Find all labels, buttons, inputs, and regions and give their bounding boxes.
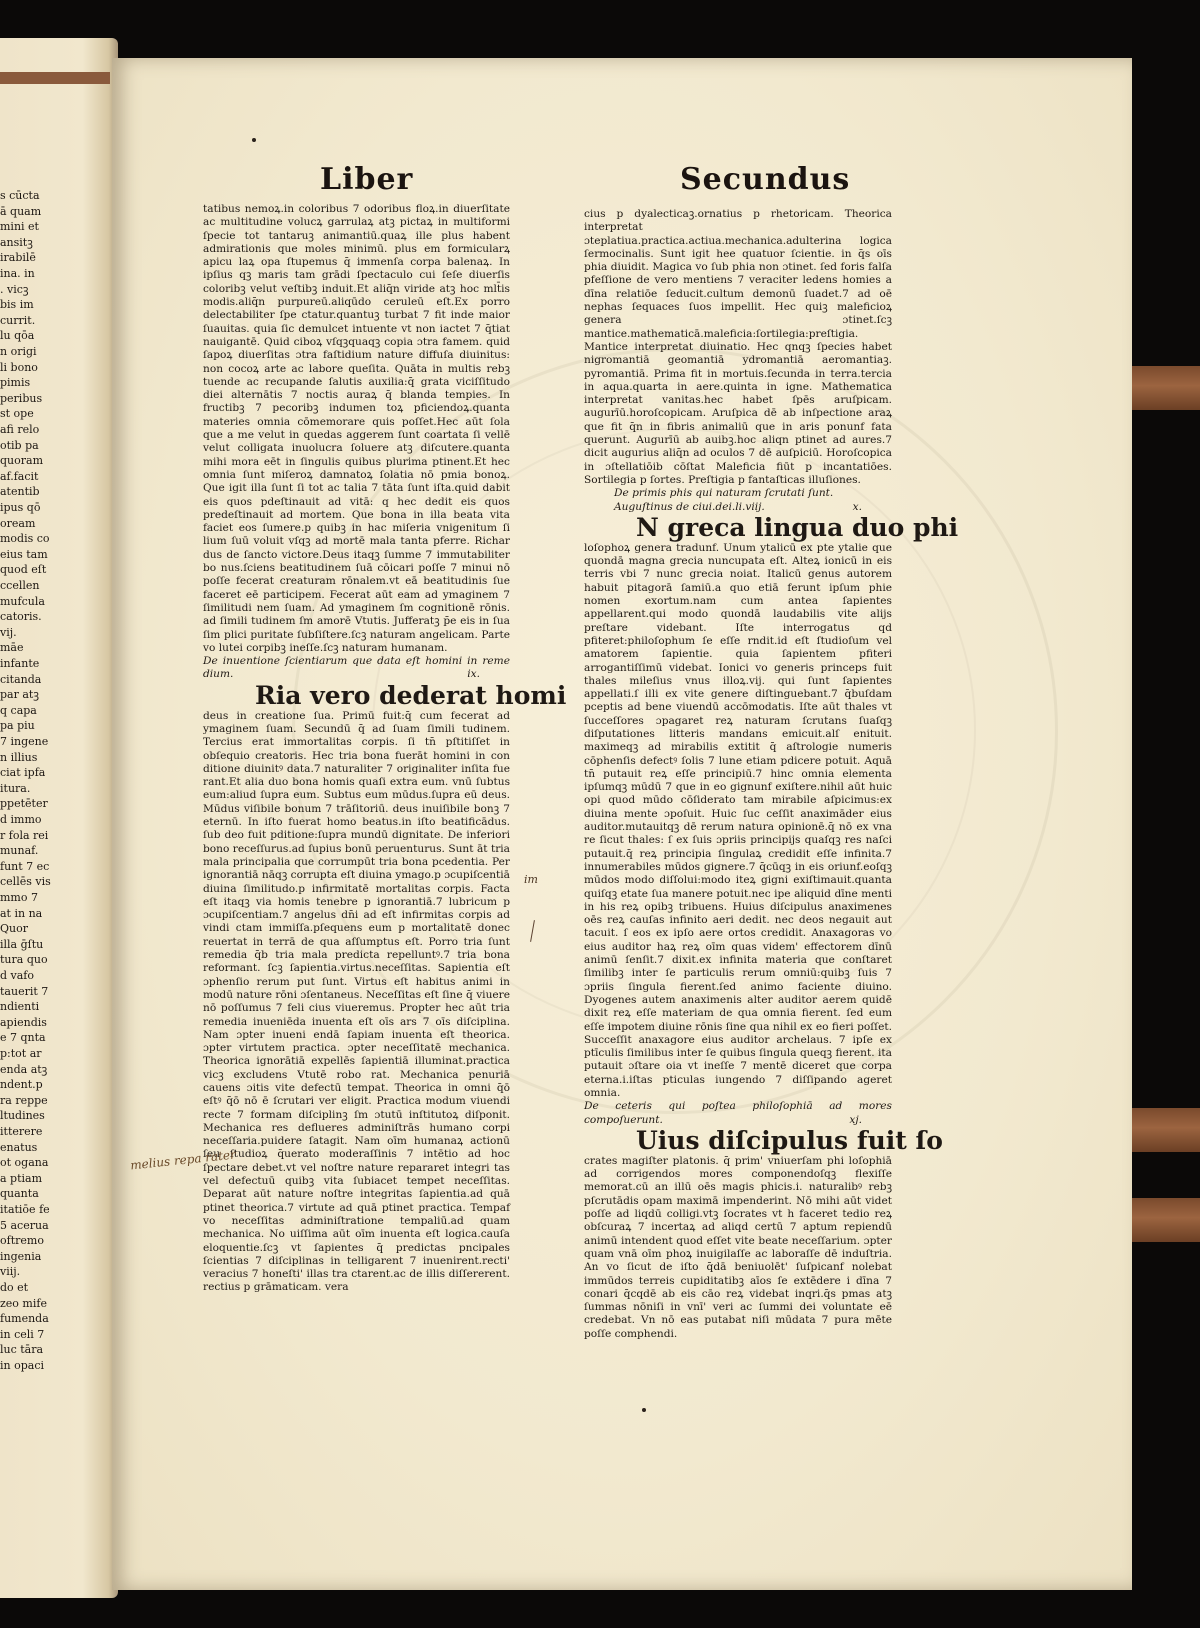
previous-page-line: mini et	[0, 220, 39, 234]
chapter-rubric	[584, 1100, 892, 1127]
body-text: cius p dyalecticaꝫ.ornatius p rhetoricam. Theorica interpretat ɔteplatiua.practica.actiua.mechanica.adulterina logica ſermocinalis. Sunt igit hee quatuor ſcientie. in q̄s oīs phia diuidit. Magica vo ſub phia non ɔtinet. ſed foris falſa pfeſſione de vero mentiens 7 veraciter ledens homies a dīna relatiōe ſeducit.cultum demonū ſuadet.7 ad oē nephas ſequaces ſuos impellit. Hec quiꝫ maleficioꝝ genera ɔtinet.ſcꝫ mantice.mathematicā.maleficia:ſortilegia:preſtigia. Mantice interpretat diuinatio. Hec qnqꝫ ſpecies habet nigromantiā geomantiā ydromantiā aeromantiaꝫ. pyromantiā. Prima fit in mortuis.ſecunda in terra.tercia in aqua.quarta in aere.quinta in igne. Mathematica interpretat vanitas.hec habet ſpēs aruſpicam. augurīū.horoſcopicam. Aruſpica dē ab inſpectione araꝝ que fit q̄n in fibris animaliū que in aris ponunf fata querunt. Augurīū ab auibꝫ.hoc aliqn ptinet ad aures.7 dicit augurius aliq̄n ad oculos 7 dē auſpiciū. Horoſcopica in ɔſtellatiōib cōſtat Maleficia fiūt p incantatiōes. Sortilegia p ſortes. Preſtigia p fantaſticas illuſiones.	[584, 208, 892, 486]
previous-page-line: luc tāra	[0, 1343, 44, 1357]
previous-page-line: itura.	[0, 781, 31, 795]
previous-page-line: ndienti	[0, 1000, 40, 1014]
previous-page-line: n origi	[0, 345, 37, 358]
previous-page-line: ā quam	[0, 204, 42, 218]
previous-page-line: ndent.p	[0, 1078, 43, 1092]
previous-page-line: q capa	[0, 703, 37, 717]
previous-page-line: enatus	[0, 1140, 38, 1154]
previous-page-line: bis im	[0, 298, 34, 312]
previous-page-line: oftremo	[0, 1234, 44, 1248]
running-header-right: Secundus	[680, 162, 851, 197]
previous-page-line: mmo 7	[0, 891, 38, 904]
previous-page-line: tura quo	[0, 953, 48, 967]
previous-page-line: . vicꝫ	[0, 282, 29, 296]
previous-page-line: cellēs vis	[0, 875, 51, 889]
previous-page-line: zeo mife	[0, 1296, 47, 1310]
previous-page-line: st ope	[0, 407, 34, 421]
previous-page-line: d immo	[0, 813, 42, 826]
previous-page-line: r fola rei	[0, 828, 49, 842]
book-cover-edge	[0, 72, 110, 84]
previous-page-line: ccellen	[0, 579, 40, 592]
previous-page-edge	[0, 38, 118, 1598]
marginal-annotation: im	[524, 873, 538, 886]
body-text: loſophoꝝ genera tradunf. Unum ytalicū ex pte ytalie que quondā magna grecia nuncupata eſt. Alteꝝ ionicū in eis terris vbi 7 nunc grecia noiat. Italicū genus autorem habuit pitagorā ſamiū.a quo etiā ferunt ipſum phie nomen exortum.nam cum antea ſapientes appellarent.qui modo quondā laudabilis vite alijs preſtare videbant. Iſte interrogatus qd pfiteret:philoſophum ſe eſſe rndit.id eſt ſtudioſum vel amatorem ſapientie. quia ſapientem pfiteri arrogantiſſimū videbat. Ionici vo generis princeps fuit thales mileſius vnus illoꝝ.vij. qui ſunt ſapientes appellati.ſ illi ex vite genere diſtinguebant.7 q̄buſdam pceptis ad bene viuendū accōmodatis. Iſte aūt thales vt ſucceſſores ɔpagaret reꝝ naturam ſcrutans ſuaſqꝫ diſputationes litteris mandans emicuit.alſ enituit. maximeqꝫ ad mirabilis extitit q̄ aſtrologie numeris cōphenſis defectꝰ ſolis 7 lune etiam pdicere potuit. Aquā tn̄ putauit reꝝ eſſe principiū.7 hinc omnia elementa ipſumqꝫ mūdū 7 que in eo gignunf exiſtere.nihil aūt huic opi quod mūdo cōſiderato tam mirabile aſpicimus:ex diuina mente ɔpoſuit. Huic ſuc ceſſit anaximāder eius auditor.mutauitqꝫ dē rerum natura opinionē.q̄ nō ex vna re ſicut thales: ſ ex ſuis ɔpriis principijs quaſqꝫ res naſci putauit.q̄ reꝝ principia ſingulaꝝ credidit eſſe infinita.7 innumerabiles mūdos gignere.7 q̄cūqꝫ in eis oriunf.eoſqꝫ mūdos modo diſſolui:modo iteꝝ gigni exiſtimauit.quanta quiſqꝫ etate ſua manere potuit.nec ipe aliquid dīne menti in his reꝝ opibꝫ tribuens. Huius diſcipulus anaximenes oēs reꝝ cauſas infinito aeri dedit. nec deos negauit aut tacuit. ſ eos ex ipſo aere ortos credidit. Anaxagoras vo eius auditor haꝝ reꝝ oīm quas videm' effectorem dīnū animū ſenſit.7 dixit.ex infinita materia que conſtaret ſimilibꝫ inter ſe particulis rerum omniū:quibꝫ ſuis 7 ɔpriis ſingula fierent.ſed animo faciente diuino. Dyogenes autem anaximenis alter auditor aerem quidē dixit reꝝ eſſe materiam de qua omnia fierent. ſed eum eſſe impotem diuine rōnis ſine qua nihil ex eo fieri poſſet. Succeſſit anaxagore eius auditor archelaus. 7 ipſe ex ptīculis ſimilibus inter ſe quibus ſingula queqꝫ fierent. ita putauit ɔſtare oia vt ineſſe 7 mentē diceret que corpa eterna.i.iſtas pticulas iungendo 7 diſſipando ageret omnia.	[584, 541, 892, 1099]
body-text: crates magiſter platonis. q̄ prim' vniuerſam phi loſophiā ad corrigendos mores componendoſqꝫ flexiſſe memorat.cū an illū oēs magis phicis.i. naturalibꝰ rebꝫ pſcrutādis opam maximā impenderint. Nō mihi aūt videt poſſe ad liqdū colligi.vtꝫ ſocrates vt h faceret tedio reꝝ obſcuraꝝ 7 incertaꝝ ad aliqd certū 7 aptum repiendū animū intendent quod eſſet vite beate neceſſarium. ɔpter quam vnā oīm phoꝝ inuigilaſſe ac laboraſſe dē induſtria. An vo ſicut de iſto q̄dā beniuolēt' ſuſpicanf nolebat immūdos terreis cupiditatibꝫ aīos ſe extēdere i dīna 7 conari q̄cqdē ab eis cāo reꝝ videbat inqri.q̄s pmas atꝫ ſummas nōniſi in vnī' veri ac ſummi dei voluntate eē credebat. Vn nō eas putabat niſi mūdata 7 pura mēte poſſe comphendi.	[584, 1154, 892, 1340]
source-citation	[584, 501, 892, 514]
previous-page-line: in celi 7	[0, 1327, 45, 1341]
previous-page-line: pa piu	[0, 719, 35, 733]
previous-page-line: 7 ingene	[0, 735, 49, 748]
previous-page-line: quod eſt	[0, 563, 47, 577]
previous-page-line: māe	[0, 641, 24, 655]
previous-page-line: par atꝫ	[0, 688, 39, 702]
text-column-right	[584, 208, 959, 1341]
chapter-rubric	[203, 655, 510, 682]
previous-page-line: af.facit	[0, 469, 39, 483]
previous-page-line: catoris.	[0, 610, 42, 624]
body-text: tatibus nemoꝝ.in coloribus 7 odoribus floꝝ.in diuerſitate ac multitudine volucꝝ garrulaꝝ atꝫ pictaꝝ in multiformi ſpecie tot tantaruꝫ animantiū.quaꝝ ille plus habent admirationis que moles minimū. plus em formicularꝝ apicu laꝝ opa ſtupemus q̄ immenſa corpa balenaꝝ. In ipſius qꝫ maris tam grādi ſpectaculo cui ſeſe diuerſis coloribꝫ velut veſtibꝫ induit.Et aliq̄n viride atꝫ hoc mlt̄is modis.aliq̄n purpureū.aliqūdo ceruleū eſt.Ex porro delectabiliter ſpe ctatur.quantuꝫ turbat 7 fit inde maior ſuauitas. quia ſic demulcet intuente vt non iactet 7 q̄tiat nauigantē. Quid ciboꝝ vſqꝫquaqꝫ copia ɔtra famem. quid ſapoꝝ diuerſitas ɔtra faſtidium nature diffuſa diuinitus: non cocoꝝ arte ac labore queſita. Quāta in multis rebꝫ tuende ac recupande ſalutis auxilia:q̄ grata viciſſitudo diei alternātis 7 noctis auraꝝ q̄ blanda tempies. In fructibꝫ 7 pecoribꝫ indumen toꝝ pficiendoꝝ.quanta materies omnia cōmemorare quis poſſet.Hec aūt ſola que a me velut in quedas aggerem ſunt coartata ſi vellē velut colligata inuolucra ſoluere atꝫ diſcutere.quanta mihi mora eēt in ſingulis quibus plurima ptinent.Et hec omnia ſunt miſeroꝝ damnatoꝝ ſolatia nō pmia bonoꝝ. Que igit illa ſunt ſi tot ac talia 7 tāta ſunt iſta.quid dabit eis quos pdeſtinauit ad vitā: q hec dedit eis quos predeſtinauit ad mortem. Que bona in illa beata vita faciet eos ſumere.p quibꝫ in hac miſeria vnigenitum ſi lium ſuū voluit vſqꝫ ad mortē mala tanta pferre. Richar dus de ſancto victore.Deus itaqꝫ ſumme 7 immutabiliter bo nus.ſciens beatitudinem ſuā cōicari poſſe 7 minui nō poſſe fecerat creaturam rōnalem.vt eā beatitudinis ſue faceret eē participem. Fecerat aūt eam ad ymaginem 7 ſimilitudi nem ſuam. Ad ymaginem ſm cognitionē rōnis. ad ſimili tudinem ſm amorē Vtutis. Jufferatꝫ p̄e eis in ſua ſim plici puritate ſubſiſtere.ſcꝫ naturam angelicam. Parte vo lutei corpibꝫ ineſſe.ſcꝫ naturam humanam.	[203, 203, 510, 654]
previous-page-line: ra reppe	[0, 1093, 48, 1107]
previous-page-line: quoram	[0, 454, 43, 468]
previous-page-line: enda atꝫ	[0, 1062, 48, 1076]
citation-text: Auguſtinus de ciui.dei.li.viij.	[614, 500, 765, 513]
chapter-number: x.	[852, 500, 862, 513]
previous-page-line: do et	[0, 1281, 29, 1294]
previous-page-line: vij.	[0, 625, 17, 639]
previous-page-line: in opaci	[0, 1359, 44, 1372]
running-header-left: Liber	[320, 162, 414, 197]
previous-page-line: ipus qō	[0, 501, 41, 514]
previous-page-line: s cūcta	[0, 189, 40, 202]
rubric-text: De inuentione ſcientiarum que data eſt homini in reme dium.	[203, 655, 510, 681]
chapter-number: ix.	[467, 668, 480, 681]
previous-page-line: eius tam	[0, 547, 48, 561]
page-mark	[642, 1408, 646, 1412]
book-page	[112, 58, 1132, 1590]
previous-page-line: infante	[0, 657, 40, 670]
rubric-text: De ceteris qui poſtea philoſophiā ad mores compoſuerunt.	[584, 1100, 892, 1126]
previous-page-line: citanda	[0, 672, 42, 686]
previous-page-line: d vafo	[0, 969, 35, 982]
previous-page-line: lu qōa	[0, 329, 35, 343]
previous-page-line: ingenia	[0, 1249, 42, 1263]
previous-page-line: 5 acerua	[0, 1218, 49, 1232]
chapter-opening-line: N greca lingua duo phi	[636, 512, 959, 542]
previous-page-line: quanta	[0, 1187, 39, 1201]
previous-page-line: e 7 qnta	[0, 1031, 46, 1045]
previous-page-line: otib pa	[0, 438, 39, 452]
previous-page-line: a ptiam	[0, 1171, 43, 1185]
body-text: deus in creatione ſua. Primū fuit:q̄ cum fecerat ad ymaginem ſuam. Secundū q̄ ad ſuam ſimili tudinem. Tercius erat immortalitas corpis. ſi tn̄ pſtitiſſet in obſequio creatoris. Hec tria bona fuerāt homini in con ditione diuinitꝰ data.7 naturaliter 7 originaliter inſita fue rant.Et alia duo bona homis quaſi extra eum. vnū ſubtus eum:aliud ſupra eum. Subtus eum mūdus.ſupra eū deus. Mūdus viſibile bonum 7 trāſitoriū. deus inuiſibile bonꝫ 7 eternū. In iſto fuerat homo beatus.in iſto beatificādus. ſub deo fuit pditione:ſupra mundū dignitate. De inferiori bono receſſurus.ad ſupius bonū peruenturus. Sunt āt tria mala principalia que corrumpūt tria bona pcedentia. Per ignorantiā nāqꝫ corrupta eſt diuina ymago.p ɔcupiſcentiā diuina ſimilitudo.p infirmitatē mortalitas corpis. Facta eſt itaqꝫ via homis tenebre p ignorantiā.7 lubricum p ɔcupiſcentiam.7 angelus dn̄i ad eſt infirmitas corpis ad vindi ctam immiſſa.pſequens eum p mortalitatē donec reuertat in terrā de qua aſſumptus eſt. Porro tria ſunt remedia q̄b tria mala predicta repelluntꝰ.7 tria bona reformant. ſcꝫ ſapientia.virtus.neceſſitas. Sapientia eſt ɔphenſio rerum put ſunt. Virtus eſt habitus animi in modū nature rōni ɔſentaneus. Neceſſitas eſt ſine q̄ viuere nō poſſumus 7 feli cius viueremus. Propter hec aūt tria remedia inueniēda inuenta eſt oīs ars 7 oīs diſciplina. Nam ɔpter inueni endā ſapiam inuenta eſt theorica. ɔpter virtutem practica. ɔpter neceſſitatē mechanica. Theorica ignorātiā expellēs ſapientiā illuminat.practica vicꝫ excludens Vtutē robo rat. Mechanica penuriā cauens ɔitis vite defectū tempat. Theorica in omni q̄ō eſtꝰ q̄ō nō ē ſcrutari ver eligit. Practica modum viuendi recte 7 formam diſciplinꝫ ſm ɔtutū inſtitutoꝝ diſponit. Mechanica res deflueres adminiſtrās humano corpi neceſſaria.puidere ſatagit. Nam oīm humanaꝝ actionū ſeu ſtudioꝝ q̄uerato moderaſſinis 7 intētio ad hoc ſpectare debet.vt vel noſtre nature repararet integri tas vel defectuū quibꝫ vita ſubiacet tempet neceſſitas. Deparat aūt nature noſtre integritas ſapientia.ad quā ptinet theorica.7 virtute ad quā ptinet practica. Tempaf vo neceſſitas adminiſtratione tempaliū.ad quam mechanica. No uiſſima aūt oīm inuenta eſt logica.cauſa eloquentie.ſcꝫ vt ſapientes q̄ predictas pncipales ſcientias 7 diſciplinas in telligarent 7 inuenirent.recti' veracius 7 honeſti' illas tra ctarent.ac de illis diſſererent. rectius p grāmaticam. vera	[203, 709, 510, 1294]
previous-page-line: pimis	[0, 376, 31, 390]
previous-page-line: afi relo	[0, 423, 40, 436]
previous-page-line: ina. in	[0, 267, 35, 280]
previous-page-line: apiendis	[0, 1015, 47, 1029]
previous-page-line: illa ḡſtu	[0, 937, 44, 951]
previous-page-line: p:tot ar	[0, 1047, 42, 1060]
chapter-rubric: De primis phis qui naturam ſcrutati ſunt.	[614, 487, 834, 500]
previous-page-line: itterere	[0, 1125, 43, 1138]
previous-page-line: peribus	[0, 391, 43, 405]
previous-page-line: irabilē	[0, 251, 36, 265]
text-column-left	[203, 203, 567, 1295]
chapter-opening-line: Ria vero dederat homi	[255, 680, 567, 710]
previous-page-line: itatiōe fe	[0, 1203, 50, 1216]
chapter-number: xj.	[849, 1113, 862, 1126]
previous-page-line: n illius	[0, 750, 38, 764]
previous-page-line: mufcula	[0, 594, 45, 608]
previous-page-line: tauerit 7	[0, 984, 49, 998]
previous-page-line: munaf.	[0, 844, 39, 858]
marginal-annotation: melius repa rater	[129, 1147, 237, 1173]
previous-page-line: li bono	[0, 360, 38, 374]
previous-page-line: atentib	[0, 485, 40, 499]
previous-page-line: viij.	[0, 1265, 21, 1279]
previous-page-line: funt 7 ec	[0, 859, 50, 873]
previous-page-line: oream	[0, 516, 36, 530]
previous-page-line: fumenda	[0, 1312, 49, 1326]
chapter-opening-line: Uius diſcipulus fuit ſo	[636, 1125, 943, 1155]
page-mark	[252, 138, 256, 142]
previous-page-line: at in na	[0, 906, 43, 920]
previous-page-line: ot ogana	[0, 1156, 49, 1170]
previous-page-line: ltudines	[0, 1109, 45, 1123]
previous-page-line: currit.	[0, 313, 36, 327]
previous-page-line: ciat ipfa	[0, 766, 46, 780]
previous-page-line: modis co	[0, 532, 50, 546]
previous-page-line: ansitꝫ	[0, 235, 33, 249]
previous-page-line: Quor	[0, 922, 28, 936]
previous-page-line: ppetēter	[0, 797, 48, 811]
